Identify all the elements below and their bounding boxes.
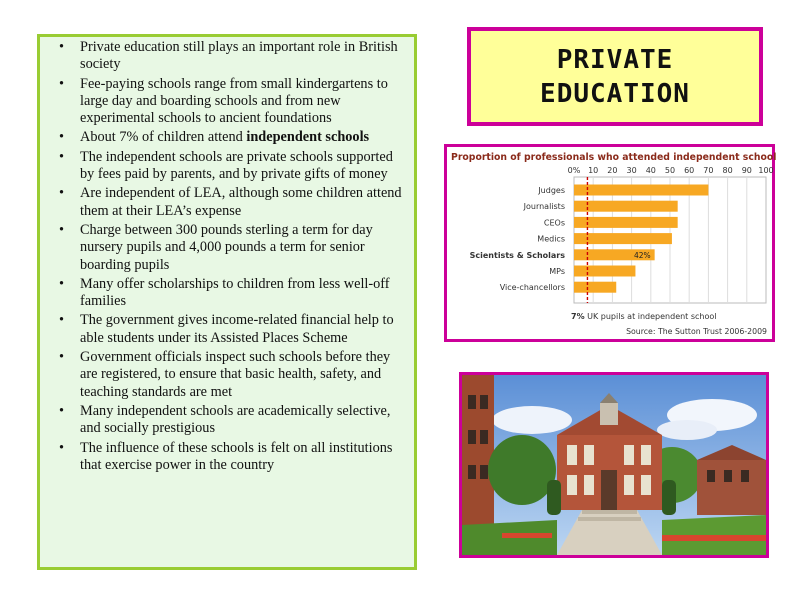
school-building-image bbox=[462, 375, 766, 555]
bullet-text: Government officials inspect such schools before they are registered, to ensure that basic health, safety, and teaching standards are met bbox=[80, 349, 391, 400]
bullet-item bbox=[80, 222, 406, 274]
reference-label bbox=[571, 312, 717, 321]
bullet-text: Private education still plays an important role in British society bbox=[80, 39, 398, 73]
bullet-item bbox=[80, 276, 406, 311]
x-tick-label: 90 bbox=[741, 166, 752, 175]
reference-label-value: 7% bbox=[571, 312, 585, 321]
bullet-text: The government gives income-related financial help to able students under its Assisted Places Scheme bbox=[80, 312, 394, 346]
bullet-text: About 7% of children attend bbox=[80, 129, 247, 146]
x-tick-label: 50 bbox=[664, 166, 676, 175]
reference-label-text: UK pupils at independent school bbox=[584, 312, 717, 321]
bar-chart bbox=[447, 147, 777, 339]
chart-title: Proportion of professionals who attended independent school bbox=[451, 152, 777, 163]
bullet-panel bbox=[37, 34, 417, 570]
bar bbox=[574, 217, 678, 228]
category-label: Vice-chancellors bbox=[499, 283, 565, 293]
bullet-text: Many offer scholarships to children from less well-off families bbox=[80, 275, 390, 310]
x-tick-label: 70 bbox=[703, 166, 714, 175]
bar bbox=[574, 201, 678, 212]
bar bbox=[574, 233, 672, 244]
school-photo bbox=[459, 372, 769, 558]
x-tick-label: 60 bbox=[684, 166, 695, 175]
x-tick-label: 40 bbox=[645, 166, 656, 175]
bullet-item bbox=[80, 39, 406, 74]
bullet-item bbox=[80, 149, 406, 184]
bullet-text: The influence of these schools is felt on all institutions that exercise power in the country bbox=[80, 439, 393, 473]
bullet-item bbox=[80, 349, 406, 401]
chart-source: Source: The Sutton Trust 2006-2009 bbox=[626, 327, 767, 336]
bullet-bold-text: independent schools bbox=[246, 129, 370, 146]
x-tick-label: 80 bbox=[722, 166, 733, 175]
bullet-item bbox=[80, 129, 406, 146]
category-label: Judges bbox=[538, 186, 565, 195]
x-tick-label: 30 bbox=[626, 166, 637, 175]
bullet-list bbox=[60, 39, 406, 474]
title-box bbox=[467, 27, 763, 126]
data-label: 42% bbox=[633, 250, 651, 260]
bullet-item bbox=[80, 185, 406, 220]
bullet-item bbox=[80, 76, 406, 128]
bullet-text: Charge between 300 pounds sterling a term for day nursery pupils and 4,000 pounds a term for senior boarding pupils bbox=[80, 221, 373, 273]
bar bbox=[574, 185, 708, 196]
category-label: Scientists & Scholars bbox=[469, 250, 565, 260]
category-label: CEOs bbox=[543, 218, 565, 228]
bullet-item bbox=[80, 403, 406, 438]
page-title: PRIVATE EDUCATION bbox=[540, 44, 690, 109]
x-tick-label: 0% bbox=[567, 166, 581, 175]
bullet-text: Fee-paying schools range from small kindergartens to large day and boarding schools and from new experimental schools to ancient foundations bbox=[80, 75, 388, 127]
bullet-text: The independent schools are private schools supported by fees paid by parents, and by private gifts of money bbox=[80, 148, 393, 183]
bullet-item bbox=[80, 440, 406, 475]
category-label: MPs bbox=[549, 267, 565, 276]
chart-frame bbox=[444, 144, 775, 342]
category-label: Medics bbox=[537, 234, 565, 244]
bullet-item bbox=[80, 312, 406, 347]
x-tick-label: 10 bbox=[588, 166, 599, 175]
x-tick-label: 20 bbox=[607, 166, 618, 175]
bullet-text: Are independent of LEA, although some children attend them at their LEA’s expense bbox=[80, 185, 402, 219]
bar bbox=[574, 266, 635, 277]
bar bbox=[574, 282, 616, 293]
bullet-text: Many independent schools are academically selective, and socially prestigious bbox=[80, 402, 391, 437]
x-tick-label: 100 bbox=[758, 166, 774, 175]
category-label: Journalists bbox=[523, 202, 565, 212]
